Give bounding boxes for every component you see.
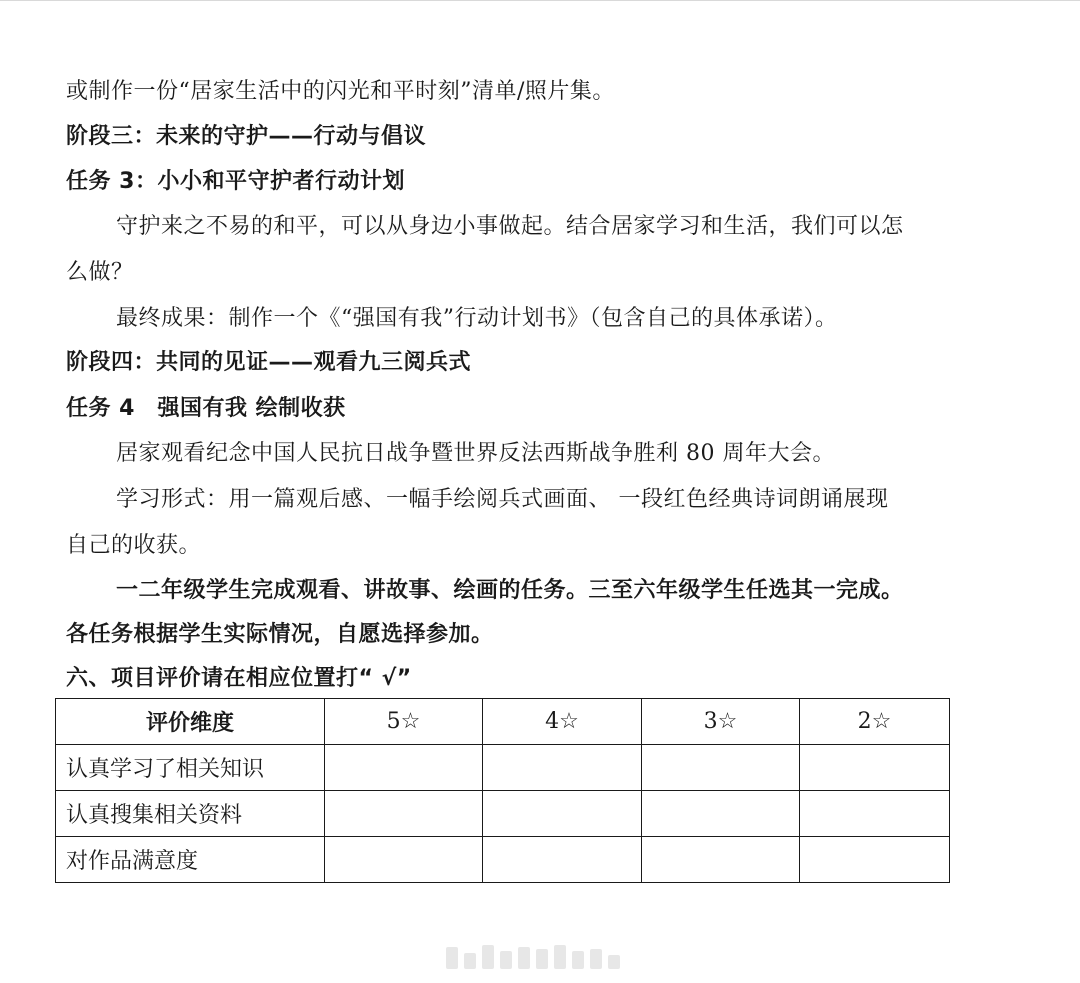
task4-form-line1: 学习形式：用一篇观后感、一幅手绘阅兵式画面、 一段红色经典诗词朗诵展现 — [116, 487, 889, 512]
check-cell[interactable] — [642, 745, 800, 791]
grade-note-line1: 一二年级学生完成观看、讲故事、绘画的任务。三至六年级学生任选其一完成。 — [116, 578, 904, 603]
check-cell[interactable] — [483, 837, 642, 883]
task3-body-line1: 守护来之不易的和平，可以从身边小事做起。结合居家学习和生活，我们可以怎 — [116, 214, 904, 239]
task3-body-line2: 么做？ — [66, 260, 134, 285]
table-row — [56, 837, 950, 883]
task4-body: 居家观看纪念中国人民抗日战争暨世界反法西斯战争胜利 80 周年大会。 — [116, 441, 835, 466]
table-row — [56, 745, 950, 791]
row-label-satisfaction: 对作品满意度 — [56, 837, 325, 883]
header-4-stars: 4☆ — [483, 699, 642, 745]
evaluation-header-row — [56, 699, 950, 745]
check-cell[interactable] — [483, 791, 642, 837]
check-cell[interactable] — [800, 745, 950, 791]
header-3-stars: 3☆ — [642, 699, 800, 745]
check-cell[interactable] — [325, 837, 483, 883]
stage3-heading: 阶段三：未来的守护——行动与倡议 — [66, 124, 427, 149]
header-2-stars: 2☆ — [800, 699, 950, 745]
table-row — [56, 791, 950, 837]
task3-heading: 任务 3：小小和平守护者行动计划 — [66, 169, 405, 194]
check-cell[interactable] — [483, 745, 642, 791]
evaluation-table — [55, 698, 950, 883]
check-cell[interactable] — [642, 791, 800, 837]
row-label-materials: 认真搜集相关资料 — [56, 791, 325, 837]
task3-result: 最终成果：制作一个《“强国有我”行动计划书》（包含自己的具体承诺）。 — [116, 306, 838, 331]
check-cell[interactable] — [325, 745, 483, 791]
task4-form-line2: 自己的收获。 — [66, 533, 202, 558]
grade-note-line2: 各任务根据学生实际情况，自愿选择参加。 — [66, 622, 494, 647]
section6-heading: 六、项目评价请在相应位置打“ √” — [66, 666, 412, 691]
check-cell[interactable] — [800, 837, 950, 883]
row-label-knowledge: 认真学习了相关知识 — [56, 745, 325, 791]
stage4-heading: 阶段四：共同的见证——观看九三阅兵式 — [66, 350, 472, 375]
header-5-stars: 5☆ — [325, 699, 483, 745]
check-cell[interactable] — [642, 837, 800, 883]
weibo-watermark-icon — [446, 945, 620, 969]
top-border-line — [0, 0, 1080, 1]
header-dimension: 评价维度 — [56, 699, 325, 745]
task4-heading: 任务 4 强国有我 绘制收获 — [66, 396, 346, 421]
check-cell[interactable] — [800, 791, 950, 837]
paragraph-photo-collection: 或制作一份“居家生活中的闪光和平时刻”清单/照片集。 — [66, 79, 615, 104]
check-cell[interactable] — [325, 791, 483, 837]
